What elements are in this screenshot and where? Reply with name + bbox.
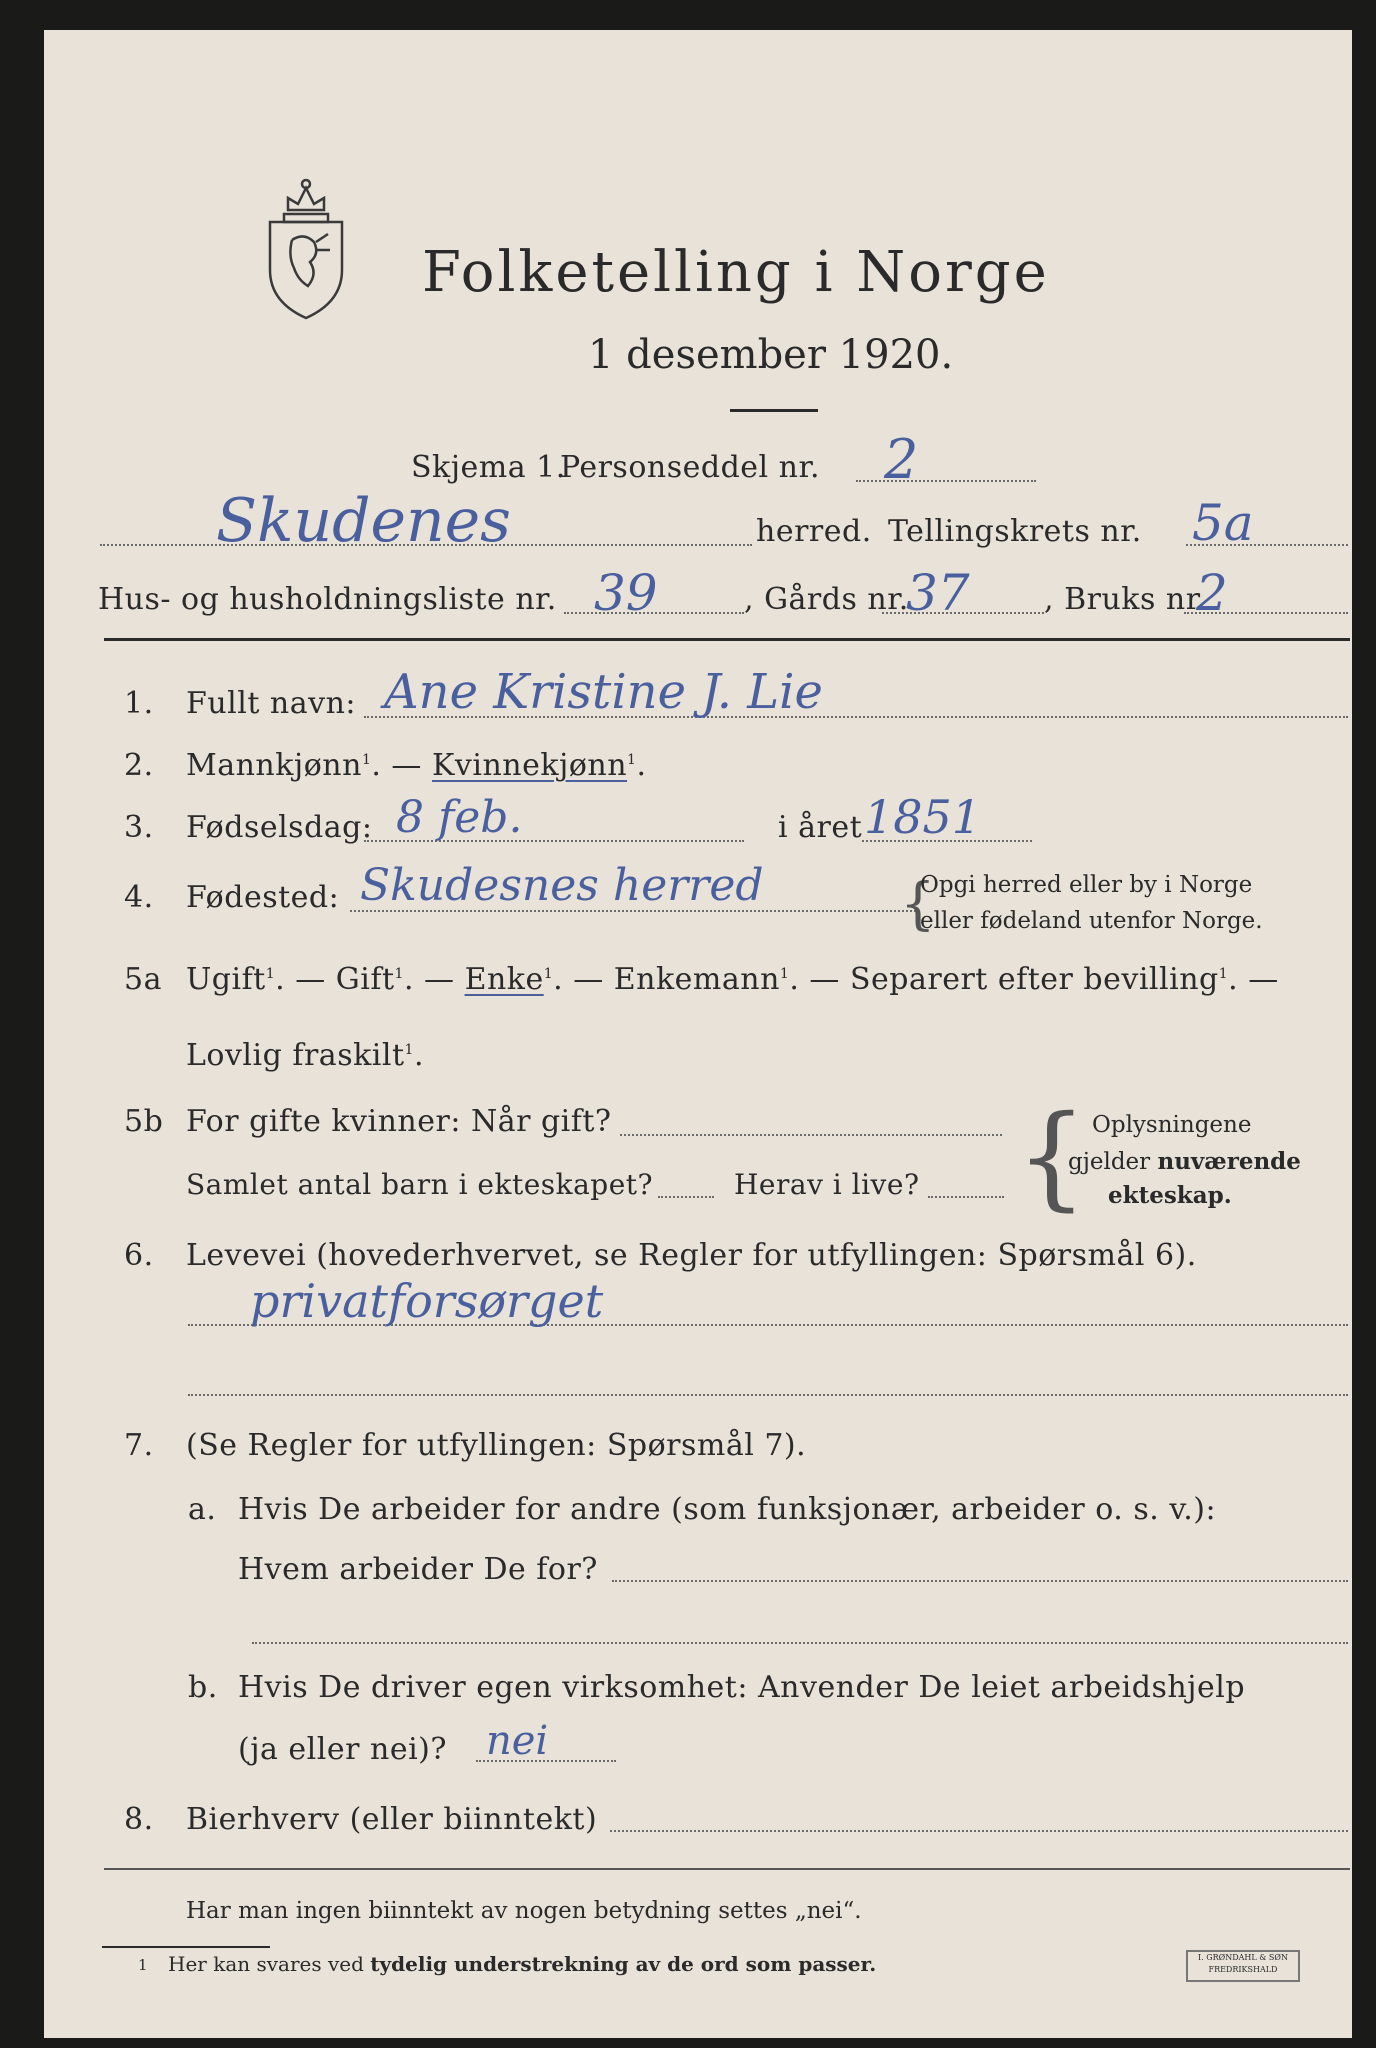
herred-label: herred. xyxy=(756,514,872,549)
personseddel-field[interactable] xyxy=(856,480,1036,482)
q5a-options-2: Lovlig fraskilt$^1$. xyxy=(186,1038,424,1073)
birthplace-note-2: eller fødeland utenfor Norge. xyxy=(920,908,1263,934)
birthdate-value: 8 feb. xyxy=(396,792,523,843)
q4-number: 4. xyxy=(124,880,154,915)
children-alive-field[interactable] xyxy=(928,1196,1004,1198)
occupation-field-2[interactable] xyxy=(188,1394,1348,1396)
q1-number: 1. xyxy=(124,686,154,721)
q5b-note-3: ekteskap. xyxy=(1108,1182,1232,1209)
occupation-value: privatforsørget xyxy=(250,1274,604,1328)
q7b-question: (ja eller nei)? xyxy=(238,1732,447,1767)
birthplace-value: Skudesnes herred xyxy=(360,860,764,911)
q7a-letter: a. xyxy=(188,1492,217,1527)
q6-number: 6. xyxy=(124,1238,154,1273)
personseddel-value: 2 xyxy=(884,428,919,491)
q2-options: Mannkjønn$^1$. — Kvinnekjønn$^1$. xyxy=(186,748,647,783)
q5b-note-1: Oplysningene xyxy=(1092,1112,1252,1138)
footer-note: Har man ingen biinntekt av nogen betydning settes „nei“. xyxy=(186,1898,862,1924)
municipality-value: Skudenes xyxy=(216,486,511,556)
option-enke[interactable]: Enke xyxy=(464,962,544,997)
option-gift[interactable]: Gift xyxy=(335,962,395,997)
year-label: i året xyxy=(778,810,863,845)
married-when-field[interactable] xyxy=(620,1134,1002,1136)
hus-label: Hus- og husholdningsliste nr. xyxy=(98,582,557,617)
form-title: Folketelling i Norge xyxy=(422,240,1050,305)
q8-label: Bierhverv (eller biinntekt) xyxy=(186,1802,598,1837)
footer-divider xyxy=(104,1868,1350,1870)
q5b-number: 5b xyxy=(124,1104,164,1139)
q1-label: Fullt navn: xyxy=(186,686,357,721)
q5a-options: Ugift$^1$. — Gift$^1$. — Enke$^1$. — Enkemann$^1$. — Separert efter bevilling$^1$. — xyxy=(186,962,1279,997)
schema-label: Skjema 1. xyxy=(411,450,566,485)
side-income-field[interactable] xyxy=(610,1830,1348,1832)
note-brace-icon: { xyxy=(900,872,936,937)
full-name-value: Ane Kristine J. Lie xyxy=(384,664,823,720)
q5b-children-label: Samlet antal barn i ekteskapet? xyxy=(186,1168,654,1201)
bruks-label: , Bruks nr. xyxy=(1044,582,1208,617)
footnote-rule xyxy=(102,1946,270,1948)
q7a-question: Hvem arbeider De for? xyxy=(238,1552,598,1587)
q3-label: Fødselsdag: xyxy=(186,810,373,845)
q2-number: 2. xyxy=(124,748,154,783)
q3-number: 3. xyxy=(124,810,154,845)
personseddel-label: Personseddel nr. xyxy=(560,450,821,485)
tellingskrets-label: Tellingskrets nr. xyxy=(888,514,1142,549)
children-total-field[interactable] xyxy=(658,1196,714,1198)
footnote-number: 1 xyxy=(138,1956,148,1974)
option-separert[interactable]: Separert efter bevilling xyxy=(849,962,1219,997)
tellingskrets-value: 5a xyxy=(1192,494,1254,552)
option-female[interactable]: Kvinnekjønn xyxy=(431,748,628,783)
birthplace-note-1: Opgi herred eller by i Norge xyxy=(920,872,1253,898)
q5a-number: 5a xyxy=(124,962,162,997)
q7a-text: Hvis De arbeider for andre (som funksjonær, arbeider o. s. v.): xyxy=(238,1492,1217,1527)
option-fraskilt[interactable]: Lovlig fraskilt xyxy=(186,1038,405,1073)
birth-year-value: 1851 xyxy=(864,790,982,844)
option-enkemann[interactable]: Enkemann xyxy=(613,962,780,997)
q7-number: 7. xyxy=(124,1428,154,1463)
q4-label: Fødested: xyxy=(186,880,340,915)
q8-number: 8. xyxy=(124,1802,154,1837)
printer-stamp: I. GRØNDAHL & SØN FREDRIKSHALD xyxy=(1186,1950,1300,1982)
footnote-text: Her kan svares ved tydelig understrekning av de ord som passer. xyxy=(168,1952,877,1976)
census-form xyxy=(44,30,1352,2038)
q6-label: Levevei (hovederhvervet, se Regler for utfyllingen: Spørsmål 6). xyxy=(186,1238,1197,1273)
option-male[interactable]: Mannkjønn xyxy=(186,748,362,783)
gards-value: 37 xyxy=(906,564,970,622)
census-date: 1 desember 1920. xyxy=(588,332,954,378)
q7-label: (Se Regler for utfyllingen: Spørsmål 7). xyxy=(186,1428,807,1463)
header-divider xyxy=(104,638,1350,641)
bruks-value: 2 xyxy=(1196,564,1228,622)
q7b-letter: b. xyxy=(188,1670,218,1705)
coat-of-arms-icon xyxy=(258,170,354,322)
employer-field-2[interactable] xyxy=(252,1642,1348,1644)
employer-field[interactable] xyxy=(612,1580,1348,1582)
q5b-alive-label: Herav i live? xyxy=(734,1168,920,1201)
q5b-note-2: gjelder nuværende xyxy=(1068,1148,1301,1175)
note-brace-2-icon: { xyxy=(1016,1092,1088,1222)
title-divider xyxy=(730,409,818,412)
hus-value: 39 xyxy=(594,564,658,622)
q5b-line1: For gifte kvinner: Når gift? xyxy=(186,1104,612,1139)
option-ugift[interactable]: Ugift xyxy=(186,962,266,997)
hired-help-value: nei xyxy=(486,1718,549,1764)
gards-label: , Gårds nr. xyxy=(744,582,909,617)
q7b-text: Hvis De driver egen virksomhet: Anvender De leiet arbeidshjelp xyxy=(238,1670,1246,1705)
